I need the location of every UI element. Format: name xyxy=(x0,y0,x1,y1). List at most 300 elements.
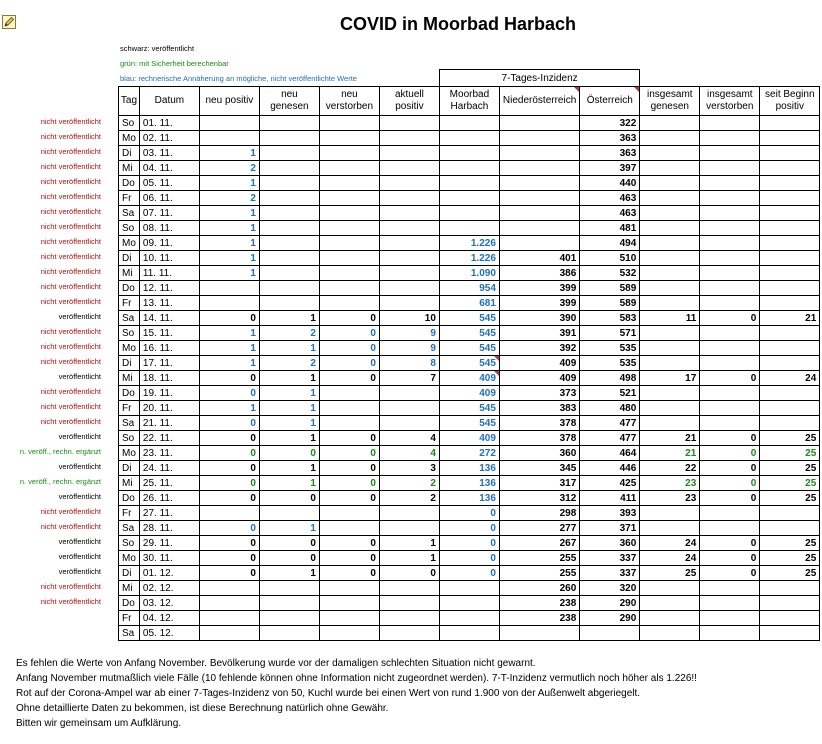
value-cell: 1 xyxy=(199,206,259,221)
table-row xyxy=(119,176,820,191)
value-cell xyxy=(499,236,579,251)
day-cell: Sa xyxy=(119,626,140,641)
table-row xyxy=(119,626,820,641)
value-cell xyxy=(259,206,319,221)
value-cell: 545 xyxy=(439,356,499,371)
table-row xyxy=(119,146,820,161)
table-row xyxy=(119,416,820,431)
value-cell: 409 xyxy=(439,371,499,386)
day-cell: Mo xyxy=(119,551,140,566)
value-cell: 397 xyxy=(580,161,640,176)
table-row xyxy=(119,521,820,536)
day-cell: Do xyxy=(119,596,140,611)
day-cell: Mi xyxy=(119,371,140,386)
day-cell: Fr xyxy=(119,296,140,311)
value-cell xyxy=(640,296,700,311)
date-cell: 05. 11. xyxy=(139,176,199,191)
table-row xyxy=(119,236,820,251)
value-cell: 1 xyxy=(259,401,319,416)
value-cell xyxy=(259,611,319,626)
value-cell: 9 xyxy=(379,341,439,356)
value-cell xyxy=(379,116,439,131)
value-cell: 25 xyxy=(760,491,820,506)
value-cell: 345 xyxy=(499,461,579,476)
value-cell: 0 xyxy=(439,506,499,521)
day-cell: Fr xyxy=(119,191,140,206)
value-cell: 0 xyxy=(199,566,259,581)
value-cell xyxy=(640,161,700,176)
value-cell: 0 xyxy=(700,431,760,446)
value-cell: 1 xyxy=(199,266,259,281)
value-cell: 1 xyxy=(199,326,259,341)
value-cell xyxy=(760,416,820,431)
value-cell: 1 xyxy=(199,341,259,356)
date-cell: 02. 11. xyxy=(139,131,199,146)
value-cell: 521 xyxy=(580,386,640,401)
value-cell: 0 xyxy=(700,566,760,581)
value-cell xyxy=(700,296,760,311)
table-row xyxy=(119,356,820,371)
value-cell: 446 xyxy=(580,461,640,476)
day-cell: Mo xyxy=(119,236,140,251)
value-cell xyxy=(700,506,760,521)
value-cell xyxy=(760,206,820,221)
value-cell: 399 xyxy=(499,281,579,296)
column-header: neu verstorben xyxy=(319,87,379,116)
value-cell: 0 xyxy=(199,311,259,326)
value-cell: 477 xyxy=(580,431,640,446)
value-cell xyxy=(640,116,700,131)
status-label: n. veröff., rechn. ergänzt xyxy=(19,477,101,486)
value-cell: 1 xyxy=(199,236,259,251)
value-cell xyxy=(379,506,439,521)
value-cell xyxy=(259,251,319,266)
day-cell: Mi xyxy=(119,266,140,281)
value-cell: 312 xyxy=(499,491,579,506)
value-cell xyxy=(319,401,379,416)
value-cell: 0 xyxy=(199,491,259,506)
value-cell: 2 xyxy=(199,161,259,176)
value-cell xyxy=(760,581,820,596)
value-cell: 136 xyxy=(439,491,499,506)
value-cell: 477 xyxy=(580,416,640,431)
day-cell: So xyxy=(119,221,140,236)
value-cell: 0 xyxy=(319,476,379,491)
value-cell: 545 xyxy=(439,311,499,326)
value-cell: 272 xyxy=(439,446,499,461)
value-cell xyxy=(700,281,760,296)
value-cell xyxy=(439,581,499,596)
value-cell xyxy=(760,191,820,206)
value-cell: 371 xyxy=(580,521,640,536)
value-cell: 409 xyxy=(499,371,579,386)
value-cell: 498 xyxy=(580,371,640,386)
value-cell: 0 xyxy=(319,326,379,341)
value-cell xyxy=(640,131,700,146)
table-row xyxy=(119,386,820,401)
value-cell xyxy=(700,416,760,431)
value-cell xyxy=(319,191,379,206)
date-cell: 27. 11. xyxy=(139,506,199,521)
value-cell xyxy=(259,221,319,236)
value-cell xyxy=(700,386,760,401)
value-cell xyxy=(259,626,319,641)
value-cell xyxy=(700,356,760,371)
value-cell xyxy=(760,521,820,536)
value-cell: 4 xyxy=(379,431,439,446)
value-cell: 0 xyxy=(319,341,379,356)
value-cell: 23 xyxy=(640,476,700,491)
value-cell: 277 xyxy=(499,521,579,536)
value-cell: 1 xyxy=(199,221,259,236)
value-cell: 0 xyxy=(379,566,439,581)
value-cell xyxy=(640,506,700,521)
column-header: insgesamt verstorben xyxy=(700,87,760,116)
value-cell xyxy=(640,236,700,251)
value-cell: 290 xyxy=(580,596,640,611)
value-cell: 8 xyxy=(379,356,439,371)
value-cell: 1 xyxy=(259,566,319,581)
value-cell xyxy=(379,626,439,641)
value-cell: 238 xyxy=(499,596,579,611)
value-cell: 391 xyxy=(499,326,579,341)
value-cell: 320 xyxy=(580,581,640,596)
value-cell: 363 xyxy=(580,131,640,146)
value-cell xyxy=(640,146,700,161)
value-cell xyxy=(700,146,760,161)
date-cell: 25. 11. xyxy=(139,476,199,491)
value-cell: 9 xyxy=(379,326,439,341)
value-cell xyxy=(379,386,439,401)
status-label: n. veröff., rechn. ergänzt xyxy=(19,447,101,456)
value-cell: 1 xyxy=(199,401,259,416)
value-cell xyxy=(259,266,319,281)
value-cell xyxy=(379,266,439,281)
value-cell: 136 xyxy=(439,461,499,476)
value-cell xyxy=(760,296,820,311)
value-cell xyxy=(760,596,820,611)
date-cell: 05. 12. xyxy=(139,626,199,641)
value-cell xyxy=(199,281,259,296)
value-cell xyxy=(760,341,820,356)
value-cell xyxy=(640,521,700,536)
date-cell: 03. 12. xyxy=(139,596,199,611)
value-cell xyxy=(259,281,319,296)
value-cell xyxy=(760,326,820,341)
value-cell xyxy=(499,161,579,176)
day-cell: Mo xyxy=(119,341,140,356)
value-cell: 392 xyxy=(499,341,579,356)
value-cell: 463 xyxy=(580,206,640,221)
value-cell: 1 xyxy=(259,386,319,401)
date-cell: 29. 11. xyxy=(139,536,199,551)
value-cell: 2 xyxy=(259,326,319,341)
value-cell: 0 xyxy=(319,431,379,446)
value-cell: 0 xyxy=(700,446,760,461)
value-cell xyxy=(379,521,439,536)
value-cell: 2 xyxy=(199,191,259,206)
value-cell: 0 xyxy=(319,446,379,461)
status-label: veröffentlicht xyxy=(58,537,101,546)
value-cell: 21 xyxy=(640,446,700,461)
status-label: nicht veröffentlicht xyxy=(40,582,101,591)
value-cell: 583 xyxy=(580,311,640,326)
value-cell xyxy=(640,416,700,431)
status-label: nicht veröffentlicht xyxy=(40,267,101,276)
value-cell: 1 xyxy=(259,371,319,386)
value-cell xyxy=(760,176,820,191)
value-cell: 0 xyxy=(319,371,379,386)
value-cell xyxy=(760,221,820,236)
value-cell: 510 xyxy=(580,251,640,266)
value-cell xyxy=(760,116,820,131)
value-cell xyxy=(259,596,319,611)
value-cell xyxy=(700,596,760,611)
value-cell: 1 xyxy=(259,311,319,326)
status-label: nicht veröffentlicht xyxy=(40,147,101,156)
value-cell xyxy=(439,596,499,611)
page-title: COVID in Moorbad Harbach xyxy=(339,14,577,34)
status-label: nicht veröffentlicht xyxy=(40,327,101,336)
status-label: nicht veröffentlicht xyxy=(40,282,101,291)
value-cell xyxy=(259,146,319,161)
value-cell: 545 xyxy=(439,341,499,356)
date-cell: 01. 12. xyxy=(139,566,199,581)
value-cell xyxy=(640,206,700,221)
legend-green: grün: mit Sicherheit berechenbar xyxy=(120,59,229,68)
table-row xyxy=(119,341,820,356)
date-cell: 26. 11. xyxy=(139,491,199,506)
value-cell: 399 xyxy=(499,296,579,311)
value-cell: 0 xyxy=(319,311,379,326)
value-cell: 23 xyxy=(640,491,700,506)
value-cell xyxy=(640,281,700,296)
value-cell: 25 xyxy=(760,551,820,566)
day-cell: Mo xyxy=(119,446,140,461)
value-cell xyxy=(439,131,499,146)
value-cell: 0 xyxy=(259,446,319,461)
value-cell: 1 xyxy=(259,521,319,536)
value-cell: 425 xyxy=(580,476,640,491)
edit-pen-icon[interactable] xyxy=(2,15,16,29)
date-cell: 10. 11. xyxy=(139,251,199,266)
value-cell xyxy=(760,161,820,176)
value-cell xyxy=(439,626,499,641)
value-cell xyxy=(199,506,259,521)
value-cell: 3 xyxy=(379,461,439,476)
value-cell: 1 xyxy=(199,356,259,371)
value-cell xyxy=(700,131,760,146)
value-cell: 255 xyxy=(499,566,579,581)
value-cell xyxy=(319,251,379,266)
value-cell: 0 xyxy=(199,536,259,551)
value-cell: 0 xyxy=(319,461,379,476)
value-cell: 0 xyxy=(319,566,379,581)
value-cell: 0 xyxy=(700,461,760,476)
value-cell: 4 xyxy=(379,446,439,461)
day-cell: Mi xyxy=(119,581,140,596)
table-row xyxy=(119,326,820,341)
value-cell: 136 xyxy=(439,476,499,491)
notes xyxy=(16,656,697,731)
value-cell: 260 xyxy=(499,581,579,596)
value-cell: 463 xyxy=(580,191,640,206)
value-cell: 393 xyxy=(580,506,640,521)
value-cell xyxy=(379,176,439,191)
value-cell xyxy=(700,581,760,596)
table-row xyxy=(119,206,820,221)
value-cell xyxy=(499,206,579,221)
value-cell: 0 xyxy=(439,551,499,566)
note-line: Es fehlen die Werte von Anfang November. Bevölkerung wurde vor der damaligen schlechten Situation nicht gewarnt. xyxy=(16,658,536,669)
legend-black: schwarz: veröffentlicht xyxy=(120,44,195,53)
date-cell: 30. 11. xyxy=(139,551,199,566)
value-cell: 2 xyxy=(379,476,439,491)
table-row xyxy=(119,281,820,296)
value-cell xyxy=(319,386,379,401)
value-cell xyxy=(700,206,760,221)
date-cell: 24. 11. xyxy=(139,461,199,476)
date-cell: 21. 11. xyxy=(139,416,199,431)
value-cell: 0 xyxy=(199,446,259,461)
covid-table xyxy=(118,69,820,641)
value-cell: 0 xyxy=(199,416,259,431)
note-line: Ohne detaillierte Daten zu bekommen, ist diese Berechnung natürlich ohne Gewähr. xyxy=(16,703,389,714)
day-cell: Mi xyxy=(119,476,140,491)
day-cell: Fr xyxy=(119,506,140,521)
value-cell: 21 xyxy=(640,431,700,446)
day-cell: So xyxy=(119,116,140,131)
value-cell xyxy=(760,611,820,626)
value-cell xyxy=(499,626,579,641)
value-cell: 571 xyxy=(580,326,640,341)
value-cell xyxy=(640,356,700,371)
value-cell: 401 xyxy=(499,251,579,266)
table-row xyxy=(119,131,820,146)
value-cell xyxy=(319,581,379,596)
value-cell xyxy=(199,131,259,146)
day-cell: Di xyxy=(119,566,140,581)
value-cell: 0 xyxy=(259,536,319,551)
value-cell: 545 xyxy=(439,326,499,341)
value-cell xyxy=(640,596,700,611)
value-cell xyxy=(379,416,439,431)
date-cell: 11. 11. xyxy=(139,266,199,281)
value-cell: 24 xyxy=(640,536,700,551)
table-row xyxy=(119,371,820,386)
value-cell: 0 xyxy=(319,551,379,566)
value-cell: 1 xyxy=(259,476,319,491)
value-cell xyxy=(259,581,319,596)
note-line: Bitten wir gemeinsam um Aufklärung. xyxy=(16,718,182,729)
column-header: seit Beginn positiv xyxy=(760,87,820,116)
value-cell xyxy=(499,221,579,236)
status-label: nicht veröffentlicht xyxy=(40,417,101,426)
value-cell xyxy=(319,521,379,536)
date-cell: 12. 11. xyxy=(139,281,199,296)
value-cell xyxy=(439,116,499,131)
value-cell: 10 xyxy=(379,311,439,326)
table-row xyxy=(119,221,820,236)
date-cell: 14. 11. xyxy=(139,311,199,326)
column-header: neu genesen xyxy=(259,87,319,116)
value-cell: 383 xyxy=(499,401,579,416)
value-cell xyxy=(760,626,820,641)
value-cell: 386 xyxy=(499,266,579,281)
value-cell: 21 xyxy=(760,311,820,326)
status-label: nicht veröffentlicht xyxy=(40,237,101,246)
value-cell: 0 xyxy=(199,551,259,566)
value-cell xyxy=(319,596,379,611)
value-cell xyxy=(199,626,259,641)
value-cell: 22 xyxy=(640,461,700,476)
value-cell: 25 xyxy=(640,566,700,581)
value-cell xyxy=(439,176,499,191)
value-cell xyxy=(700,236,760,251)
value-cell xyxy=(199,596,259,611)
table-row xyxy=(119,611,820,626)
value-cell: 2 xyxy=(259,356,319,371)
value-cell: 0 xyxy=(700,536,760,551)
table-row xyxy=(119,401,820,416)
value-cell xyxy=(319,146,379,161)
value-cell: 17 xyxy=(640,371,700,386)
value-cell: 0 xyxy=(319,356,379,371)
value-cell xyxy=(700,521,760,536)
value-cell: 1 xyxy=(259,431,319,446)
value-cell: 954 xyxy=(439,281,499,296)
value-cell: 0 xyxy=(199,461,259,476)
value-cell: 337 xyxy=(580,566,640,581)
value-cell: 24 xyxy=(640,551,700,566)
value-cell xyxy=(439,611,499,626)
status-label: nicht veröffentlicht xyxy=(40,132,101,141)
value-cell: 0 xyxy=(199,476,259,491)
value-cell: 464 xyxy=(580,446,640,461)
value-cell xyxy=(700,341,760,356)
value-cell xyxy=(439,206,499,221)
value-cell xyxy=(379,206,439,221)
value-cell: 1 xyxy=(379,536,439,551)
value-cell xyxy=(760,266,820,281)
value-cell xyxy=(700,611,760,626)
table-row xyxy=(119,431,820,446)
value-cell xyxy=(319,281,379,296)
value-cell xyxy=(259,296,319,311)
date-cell: 02. 12. xyxy=(139,581,199,596)
value-cell: 589 xyxy=(580,296,640,311)
value-cell xyxy=(319,611,379,626)
day-cell: Di xyxy=(119,356,140,371)
value-cell: 337 xyxy=(580,551,640,566)
value-cell: 7 xyxy=(379,371,439,386)
value-cell: 1 xyxy=(259,416,319,431)
date-cell: 23. 11. xyxy=(139,446,199,461)
value-cell: 532 xyxy=(580,266,640,281)
table-row xyxy=(119,161,820,176)
day-cell: Sa xyxy=(119,311,140,326)
value-cell xyxy=(640,401,700,416)
value-cell xyxy=(760,131,820,146)
value-cell: 0 xyxy=(199,386,259,401)
value-cell xyxy=(259,176,319,191)
value-cell: 409 xyxy=(499,356,579,371)
table-row xyxy=(119,581,820,596)
value-cell xyxy=(319,161,379,176)
value-cell: 25 xyxy=(760,536,820,551)
status-label: nicht veröffentlicht xyxy=(40,507,101,516)
status-label: veröffentlicht xyxy=(58,372,101,381)
